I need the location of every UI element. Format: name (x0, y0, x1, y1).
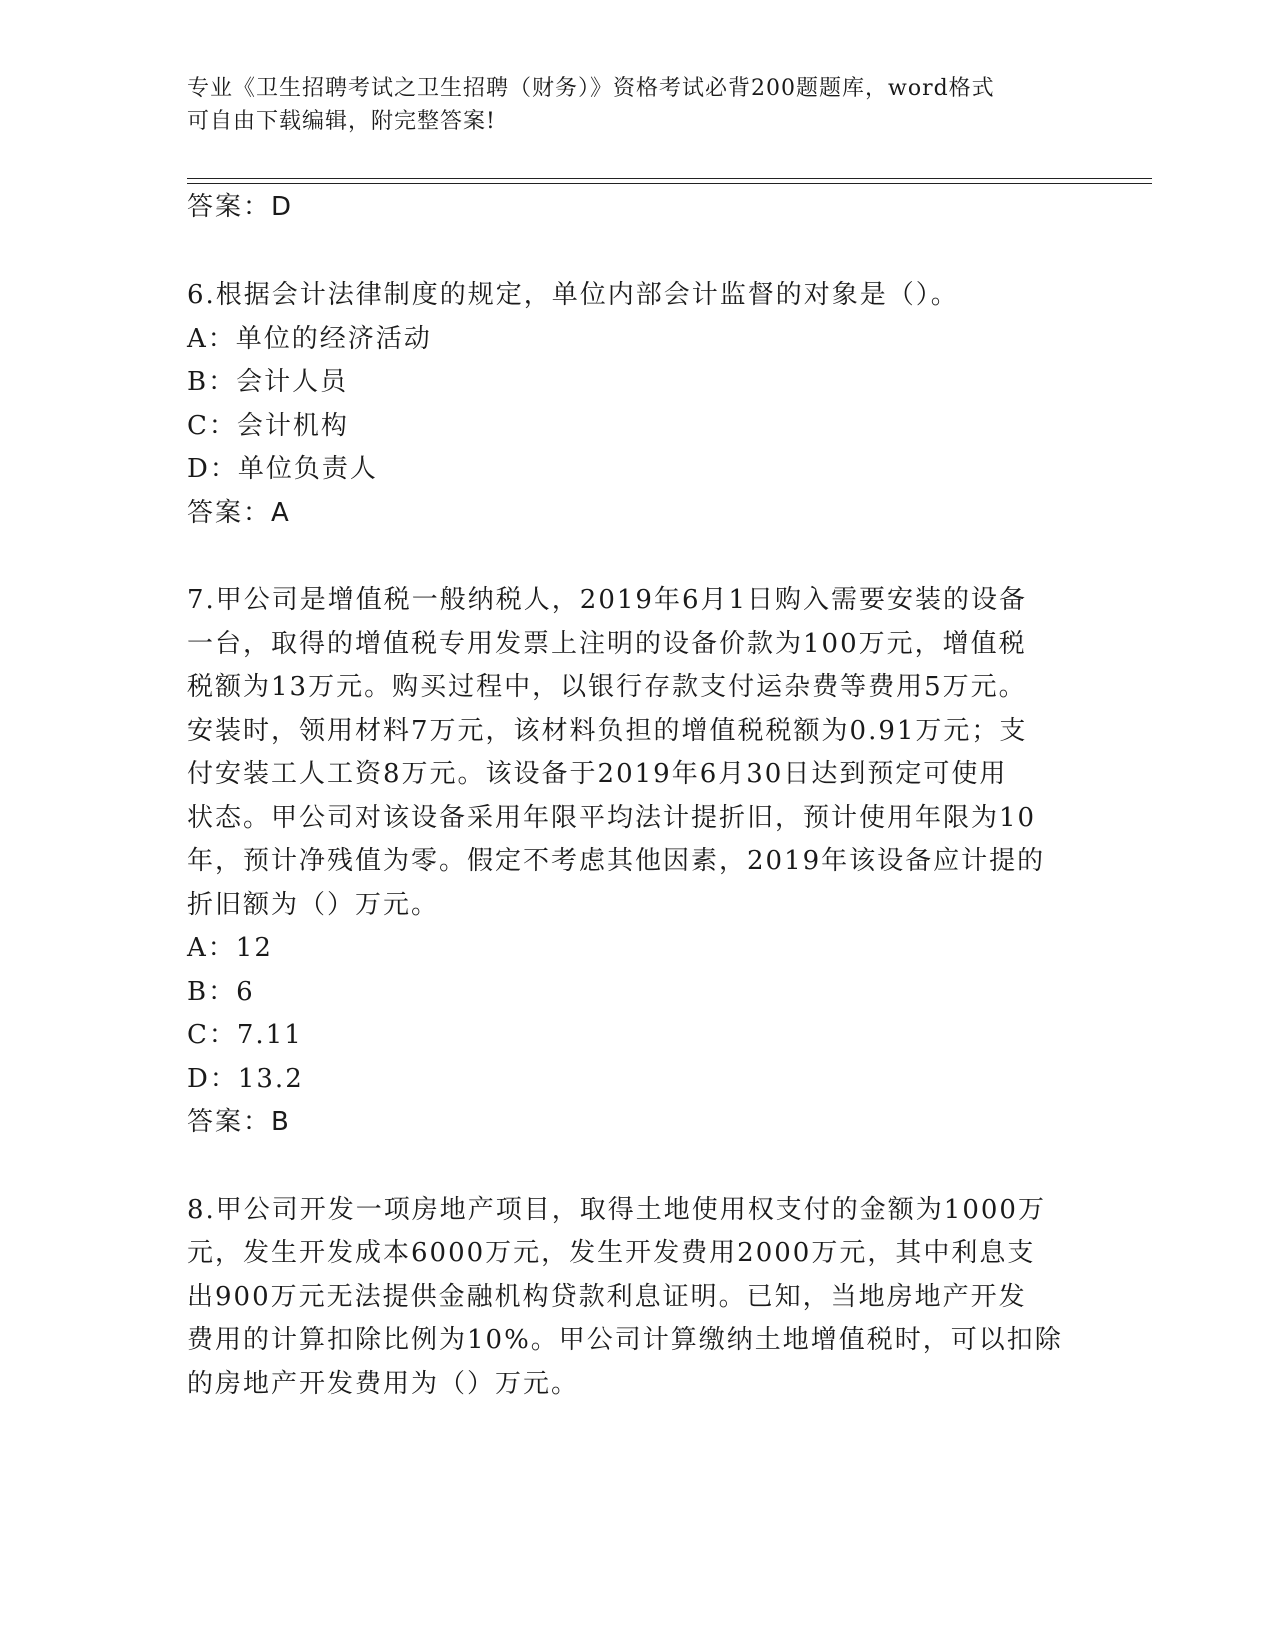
answer-previous: 答案：D (187, 192, 294, 222)
question-7-line-5: 付安装工人工资8万元。该设备于2019年6月30日达到预定可使用 (187, 759, 1008, 789)
question-7-line-2: 一台，取得的增值税专用发票上注明的设备价款为100万元，增值税 (187, 629, 1027, 659)
question-7-answer: 答案：B (187, 1107, 291, 1137)
header-line-2: 可自由下载编辑，附完整答案! (187, 109, 496, 134)
question-7-line-4: 安装时，领用材料7万元，该材料负担的增值税税额为0.91万元；支 (187, 716, 1028, 746)
question-8-line-5: 的房地产开发费用为（）万元。 (187, 1369, 580, 1399)
question-7-line-7: 年，预计净残值为零。假定不考虑其他因素，2019年该设备应计提的 (187, 846, 1046, 876)
question-7-line-6: 状态。甲公司对该设备采用年限平均法计提折旧，预计使用年限为10 (187, 803, 1037, 833)
header-divider-top (187, 178, 1152, 179)
question-6-stem: 6.根据会计法律制度的规定，单位内部会计监督的对象是（）。 (187, 280, 959, 310)
header-divider-bottom (187, 183, 1152, 184)
question-7-line-8: 折旧额为（）万元。 (187, 890, 440, 920)
question-7-option-a: A：12 (187, 933, 273, 963)
question-8-line-2: 元，发生开发成本6000万元，发生开发费用2000万元，其中利息支 (187, 1238, 1036, 1268)
document-header (187, 72, 1087, 138)
question-7-line-3: 税额为13万元。购买过程中，以银行存款支付运杂费等费用5万元。 (187, 672, 1027, 702)
question-7-option-d: D：13.2 (187, 1064, 304, 1094)
question-7-option-c: C：7.11 (187, 1020, 303, 1050)
question-8-line-1: 8.甲公司开发一项房地产项目，取得土地使用权支付的金额为1000万 (187, 1195, 1046, 1225)
header-line-1: 专业《卫生招聘考试之卫生招聘（财务）》资格考试必背200题题库，word格式 (187, 76, 995, 101)
question-6-option-c: C：会计机构 (187, 411, 349, 441)
question-7-line-1: 7.甲公司是增值税一般纳税人，2019年6月1日购入需要安装的设备 (187, 585, 1028, 615)
question-6-answer: 答案：A (187, 498, 291, 528)
question-6-option-a: A：单位的经济活动 (187, 324, 432, 354)
question-7-option-b: B：6 (187, 977, 255, 1007)
question-6-option-b: B：会计人员 (187, 367, 349, 397)
question-8-line-4: 费用的计算扣除比例为10%。甲公司计算缴纳土地增值税时，可以扣除 (187, 1325, 1063, 1355)
question-8-line-3: 出900万元无法提供金融机构贷款利息证明。已知，当地房地产开发 (187, 1282, 1027, 1312)
question-6-option-d: D：单位负责人 (187, 454, 378, 484)
